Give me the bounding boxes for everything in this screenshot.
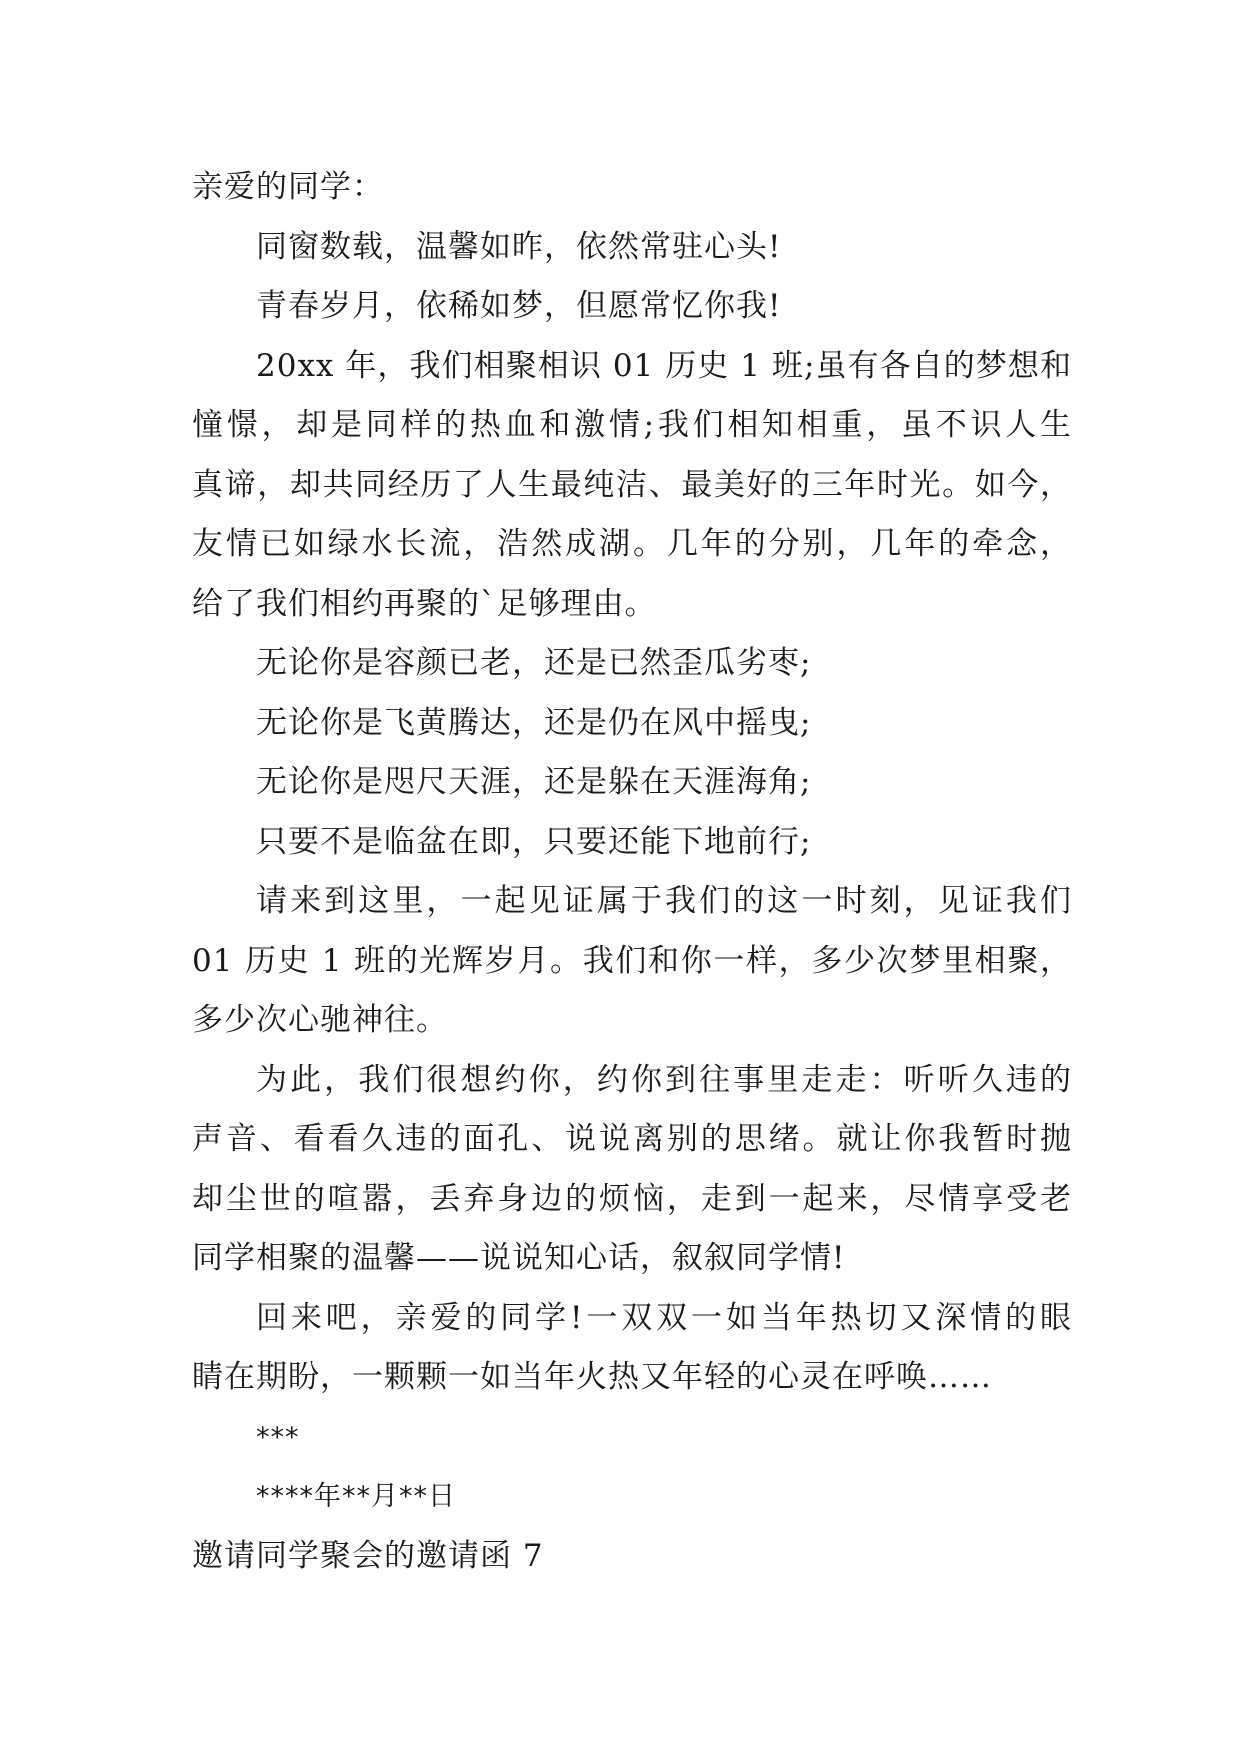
- paragraph-line: 无论你是飞黄腾达，还是仍在风中摇曳;: [256, 704, 812, 741]
- paragraph-line: 只要不是临盆在即，只要还能下地前行;: [256, 823, 812, 860]
- salutation: 亲爱的同学：: [192, 169, 384, 205]
- paragraph-line: 却尘世的喧嚣，丢弃身边的烦恼，走到一起来，尽情享受老: [192, 1180, 1072, 1217]
- paragraph-line: 同学相聚的温馨——说说知心话，叙叙同学情!: [192, 1240, 846, 1276]
- date-line: ****年**月**日: [256, 1481, 456, 1512]
- paragraph-line: 多少次心驰神往。: [192, 1002, 448, 1038]
- paragraph-line: 给了我们相约再聚的`足够理由。: [192, 585, 657, 622]
- paragraph-line: 睛在期盼，一颗颗一如当年火热又年轻的心灵在呼唤……: [192, 1359, 992, 1395]
- paragraph-line: 为此，我们很想约你，约你到往事里走走：听听久违的: [256, 1061, 1072, 1098]
- signature: ***: [256, 1421, 300, 1453]
- paragraph-line: 友情已如绿水长流，浩然成湖。几年的分别，几年的牵念，: [192, 526, 1072, 562]
- paragraph-line: 01 历史 1 班的光辉岁月。我们和你一样，多少次梦里相聚，: [192, 942, 1072, 979]
- paragraph-line: 声音、看看久违的面孔、说说离别的思绪。就让你我暂时抛: [192, 1121, 1072, 1157]
- paragraph-line: 回来吧，亲爱的同学!一双双一如当年热切又深情的眼: [256, 1299, 1072, 1336]
- paragraph-line: 同窗数载，温馨如昨，依然常驻心头!: [256, 228, 782, 265]
- paragraph-line: 无论你是咫尺天涯，还是躲在天涯海角;: [256, 764, 812, 800]
- paragraph-line: 20xx 年，我们相聚相识 01 历史 1 班;虽有各自的梦想和: [256, 347, 1072, 384]
- paragraph-line: 憧憬，却是同样的热血和激情;我们相知相重，虽不识人生: [192, 407, 1072, 443]
- paragraph-line: 请来到这里，一起见证属于我们的这一时刻，见证我们: [256, 883, 1072, 919]
- paragraph-line: 青春岁月，依稀如梦，但愿常忆你我!: [256, 288, 782, 324]
- paragraph-line: 无论你是容颜已老，还是已然歪瓜劣枣;: [256, 645, 812, 681]
- letter-body: [192, 158, 1072, 1586]
- section-heading: 邀请同学聚会的邀请函 7: [192, 1537, 544, 1574]
- paragraph-line: 真谛，却共同经历了人生最纯洁、最美好的三年时光。如今，: [192, 466, 1072, 503]
